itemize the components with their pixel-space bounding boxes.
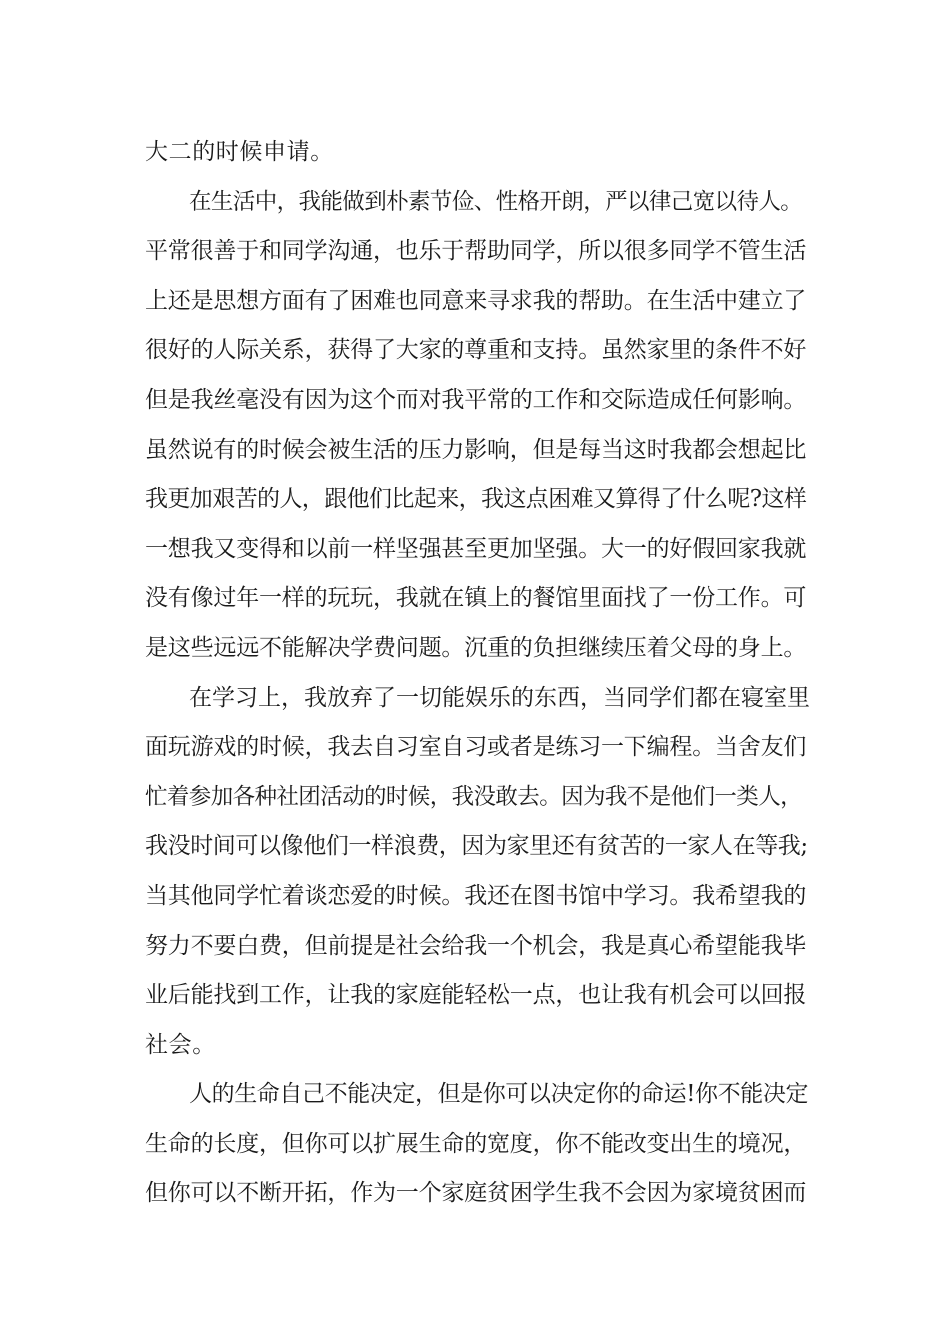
text-line: 上还是思想方面有了困难也同意来寻求我的帮助。在生活中建立了 [145, 287, 807, 314]
text-line: 社会。 [145, 1031, 216, 1058]
text-line: 没有像过年一样的玩玩，我就在镇上的餐馆里面找了一份工作。可 [145, 585, 807, 612]
text-line: 当其他同学忙着谈恋爱的时候。我还在图书馆中学习。我希望我的 [145, 882, 807, 909]
text-line: 大二的时候申请。 [145, 139, 334, 165]
text-line: 努力不要白费，但前提是社会给我一个机会，我是真心希望能我毕 [145, 932, 807, 959]
text-line: 业后能找到工作，让我的家庭能轻松一点，也让我有机会可以回报 [145, 982, 807, 1009]
text-line: 面玩游戏的时候，我去自习室自习或者是练习一下编程。当舍友们 [145, 734, 807, 761]
text-line: 我没时间可以像他们一样浪费，因为家里还有贫苦的一家人在等我; [145, 833, 808, 860]
text-line: 虽然说有的时候会被生活的压力影响，但是每当这时我都会想起比 [145, 436, 807, 463]
text-line: 忙着参加各种社团活动的时候，我没敢去。因为我不是他们一类人， [145, 783, 803, 810]
text-line: 在生活中，我能做到朴素节俭、性格开朗，严以律己宽以待人。 [189, 188, 803, 215]
text-line: 是这些远远不能解决学费问题。沉重的负担继续压着父母的身上。 [145, 634, 807, 661]
text-line: 很好的人际关系，获得了大家的尊重和支持。虽然家里的条件不好 [145, 337, 807, 364]
text-line: 平常很善于和同学沟通，也乐于帮助同学，所以很多同学不管生活 [145, 238, 807, 265]
text-line: 但是我丝毫没有因为这个而对我平常的工作和交际造成任何影响。 [145, 386, 807, 413]
text-line: 生命的长度，但你可以扩展生命的宽度，你不能改变出生的境况， [145, 1130, 807, 1157]
text-line: 但你可以不断开拓，作为一个家庭贫困学生我不会因为家境贫困而 [145, 1180, 807, 1207]
document-body [145, 128, 810, 1219]
text-line: 在学习上，我放弃了一切能娱乐的东西，当同学们都在寝室里 [189, 684, 810, 711]
text-line: 我更加艰苦的人，跟他们比起来，我这点困难又算得了什么呢?这样 [145, 486, 807, 513]
text-line: 人的生命自己不能决定，但是你可以决定你的命运!你不能决定 [189, 1081, 809, 1108]
text-line: 一想我又变得和以前一样坚强甚至更加坚强。大一的好假回家我就 [145, 535, 807, 562]
